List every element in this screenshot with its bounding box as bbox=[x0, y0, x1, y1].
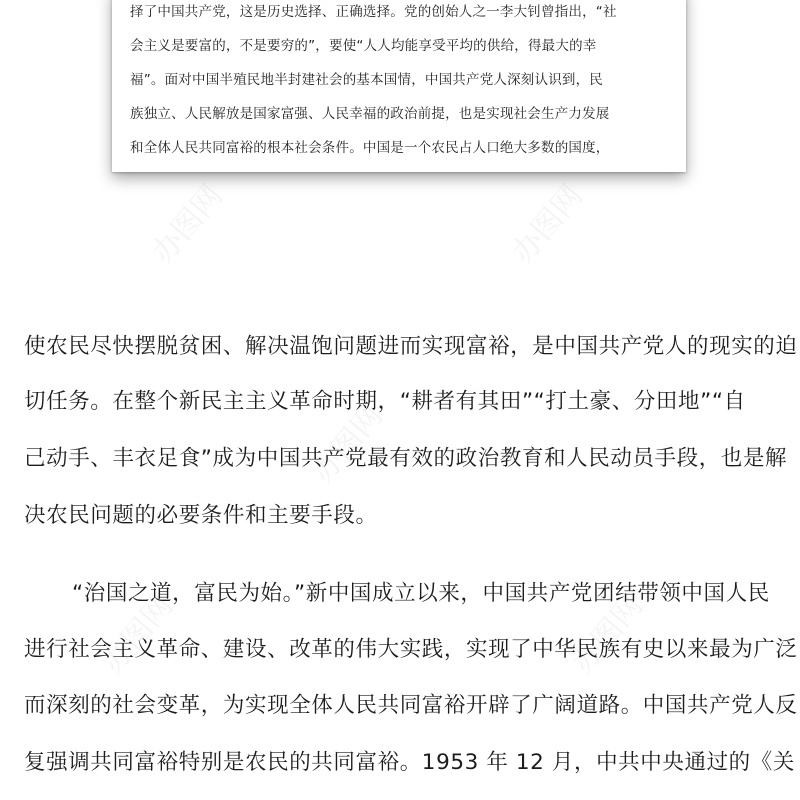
paragraph-line: 己动手、丰衣足食”成为中国共产党最有效的政治教育和人民动员手段，也是解 bbox=[24, 446, 788, 471]
watermark: 办图网 bbox=[565, 588, 651, 680]
document-page-card bbox=[112, 0, 686, 172]
card-text-line: 族独立、人民解放是国家富强、人民幸福的政治前提，也是实现社会生产力发展 bbox=[130, 106, 610, 122]
watermark: 办图网 bbox=[505, 178, 591, 270]
paragraph-line: 切任务。在整个新民主主义革命时期，“耕者有其田”“打土豪、分田地”“自 bbox=[24, 389, 746, 414]
paragraph-line: 决农民问题的必要条件和主要手段。 bbox=[24, 503, 378, 528]
card-text-line: 和全体人民共同富裕的根本社会条件。中国是一个农民占人口绝大多数的国度， bbox=[130, 140, 610, 156]
card-text-line: 择了中国共产党，这是历史选择、正确选择。党的创始人之一李大钊曾指出，“社 bbox=[130, 4, 617, 20]
card-text-line: 福”。面对中国半殖民地半封建社会的基本国情，中国共产党人深刻认识到，民 bbox=[130, 72, 603, 88]
paragraph-line: 复强调共同富裕特别是农民的共同富裕。1953 年 12 月，中共中央通过的《关 bbox=[24, 750, 795, 775]
watermark: 办图网 bbox=[145, 178, 231, 270]
paragraph-line: “治国之道，富民为始。”新中国成立以来，中国共产党团结带领中国人民 bbox=[72, 581, 770, 606]
paragraph-line: 而深刻的社会变革，为实现全体人民共同富裕开辟了广阔道路。中国共产党人反 bbox=[24, 693, 798, 718]
watermark: 办图网 bbox=[305, 398, 391, 490]
paragraph-line: 使农民尽快摆脱贫困、解决温饱问题进而实现富裕，是中国共产党人的现实的迫 bbox=[24, 334, 798, 359]
card-text-line: 会主义是要富的，不是要穷的”，要使“人人均能享受平均的供给，得最大的幸 bbox=[130, 38, 597, 54]
paragraph-line: 进行社会主义革命、建设、改革的伟大实践，实现了中华民族有史以来最为广泛 bbox=[24, 637, 798, 662]
watermark: 办图网 bbox=[95, 588, 181, 680]
